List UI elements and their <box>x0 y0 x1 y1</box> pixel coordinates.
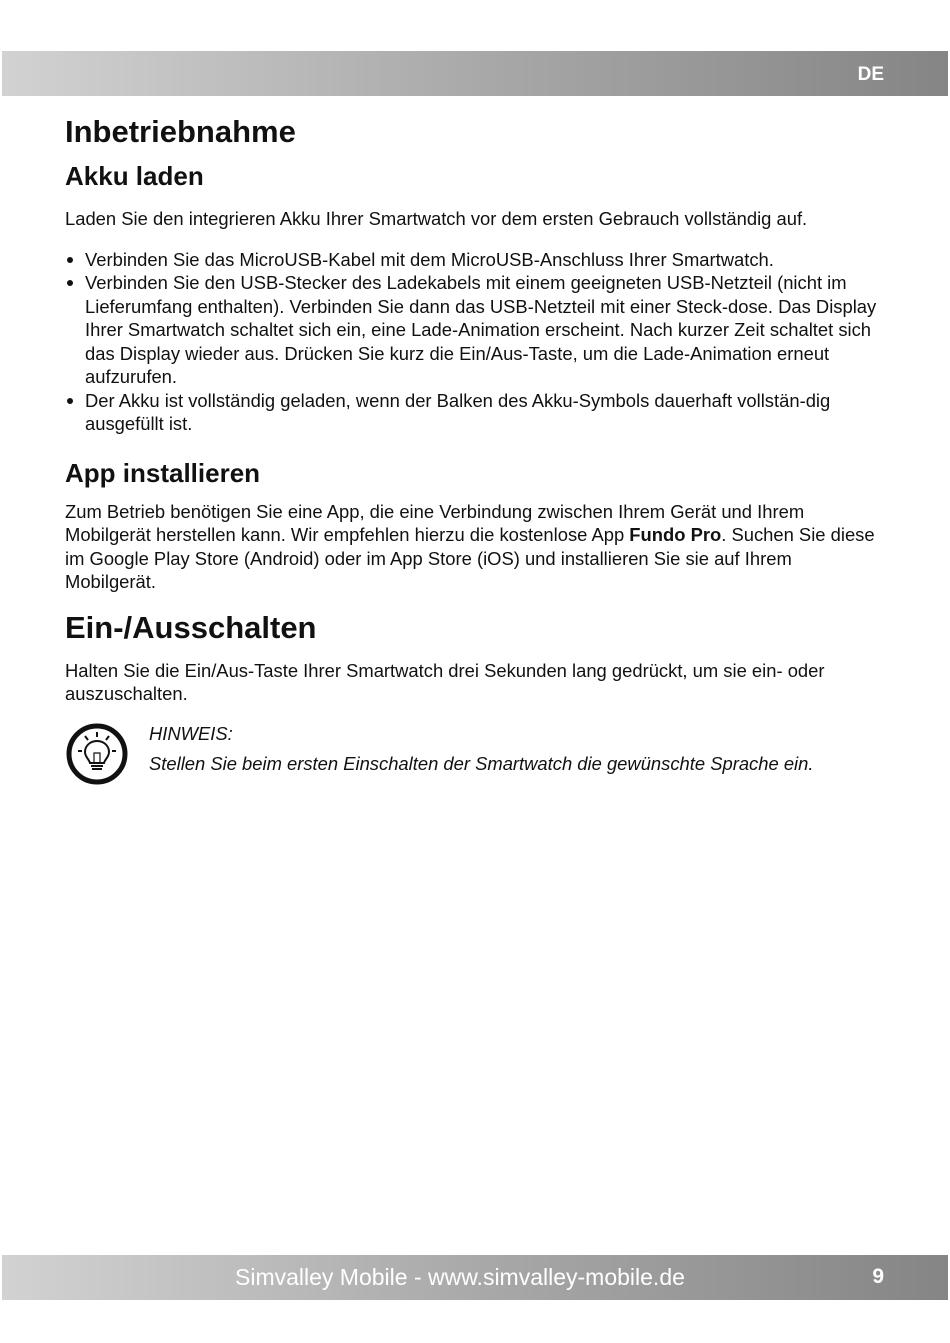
section-title-ein-ausschalten: Ein-/Ausschalten <box>65 609 317 645</box>
footer-bar <box>2 1255 948 1300</box>
app-text-after: . Suchen Sie diese im Google Play Store (Android) oder im App Store (iOS) und installieren Sie sie auf Ihrem Mobilgerät. <box>65 524 875 592</box>
hint-box <box>65 722 887 802</box>
page-number: 9 <box>872 1265 884 1288</box>
subsection-title-akku-laden: Akku laden <box>65 161 204 191</box>
app-name: Fundo Pro <box>629 524 722 545</box>
list-item: Verbinden Sie das MicroUSB-Kabel mit dem MicroUSB-Anschluss Ihrer Smartwatch. <box>65 248 887 272</box>
section-title-inbetriebnahme: Inbetriebnahme <box>65 114 296 149</box>
hint-title: HINWEIS: <box>149 722 233 744</box>
list-item: Der Akku ist vollständig geladen, wenn der Balken des Akku-Symbols dauerhaft vollstän-dig ausgefüllt ist. <box>65 389 887 436</box>
hint-text: Stellen Sie beim ersten Einschalten der Smartwatch die gewünschte Sprache ein. <box>149 752 814 774</box>
power-text: Halten Sie die Ein/Aus-Taste Ihrer Smartwatch drei Sekunden lang gedrückt, um sie ein- oder auszuschalten. <box>65 659 825 704</box>
akku-intro-text: Laden Sie den integrieren Akku Ihrer Smartwatch vor dem ersten Gebrauch vollständig auf. <box>65 208 808 229</box>
header-bar <box>2 51 948 96</box>
list-item: Verbinden Sie den USB-Stecker des Ladekabels mit einem geeigneten USB-Netzteil (nicht im Lieferumfang enthalten). Verbinden Sie dann das USB-Netzteil mit einer Steck-dose. Das Display Ihrer Smartwatch schaltet sich ein, eine Lade-Animation erscheint. Nach kurzer Zeit schaltet sich das Display wieder aus. Drücken Sie kurz die Ein/Aus-Taste, um die Lade-Animation erneut aufzurufen. <box>65 271 887 389</box>
subsection-title-app-installieren: App installieren <box>65 457 261 488</box>
language-tag: DE <box>857 64 884 85</box>
app-text-before: Zum Betrieb benötigen Sie eine App, die eine Verbindung zwischen Ihrem Gerät und Ihrem Mobilgerät herstellen kann. Wir empfehlen hierzu die kostenlose App <box>65 500 805 545</box>
app-install-text <box>65 500 887 594</box>
footer-text: Simvalley Mobile - www.simvalley-mobile.de <box>235 1264 685 1290</box>
page-content <box>65 112 887 802</box>
akku-steps-list <box>65 248 887 436</box>
lightbulb-icon <box>65 722 129 786</box>
